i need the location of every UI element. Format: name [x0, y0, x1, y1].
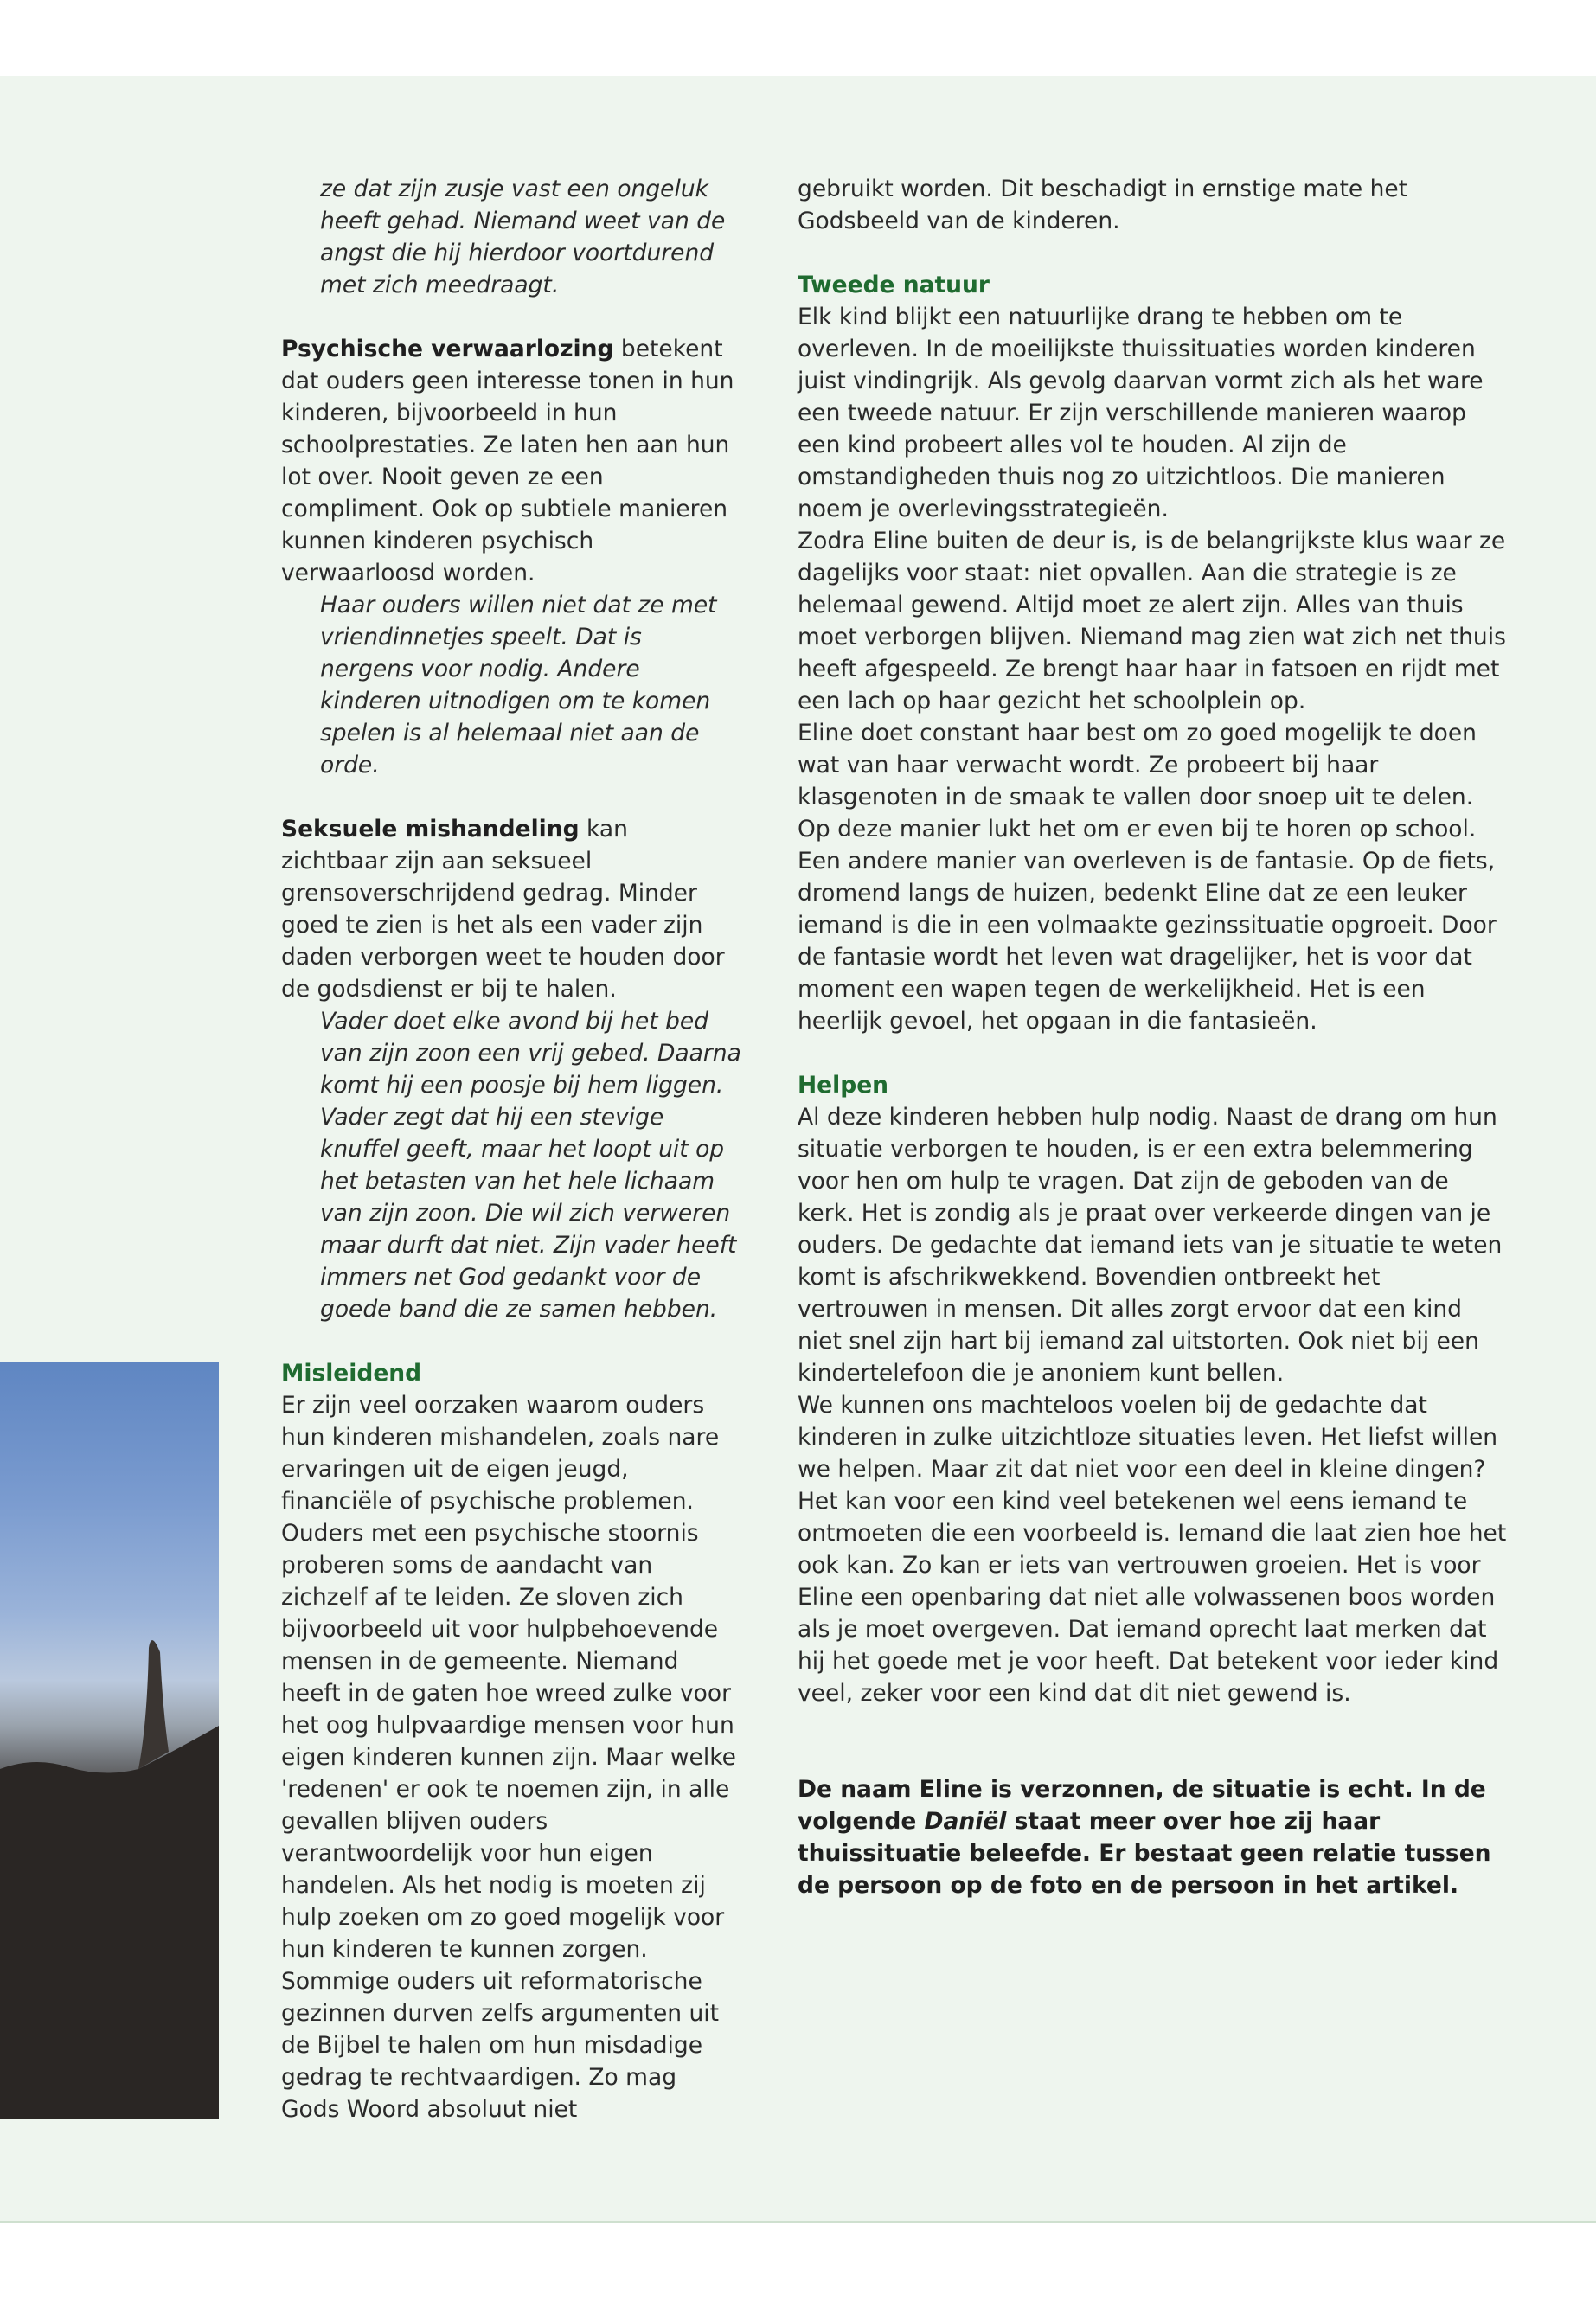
closing-after: staat meer over hoe zij haar thuissituatie beleefde. Er bestaat geen relatie tussen de persoon op de foto en de persoon in het artikel.: [798, 1808, 1491, 1899]
closing-before: De naam Eline is verzonnen, de situatie is echt. In de volgende: [798, 1776, 1486, 1835]
paragraph-tweede-natuur-3: Eline doet constant haar best om zo goed mogelijk te doen wat van haar verwacht wordt. Ze probeert bij haar klasgenoten in de smaak te vallen door snoep uit te delen. Op deze manier lukt het om er even bij te horen op school.: [798, 720, 1477, 843]
lead-seksuele: Seksuele mishandeling: [281, 816, 580, 843]
paragraph-seksuele: [281, 813, 741, 1005]
body-psychische: betekent dat ouders geen interesse tonen in hun kinderen, bijvoorbeeld in hun schoolprestaties. Ze laten hen aan hun lot over. Nooit geven ze een compliment. Ook op subtiele manieren kunnen kinderen psychisch verwaarloosd worden.: [281, 336, 734, 586]
paragraph-misleidend-1: Er zijn veel oorzaken waarom ouders hun kinderen mishandelen, zoals nare ervaringen uit de eigen jeugd, financiële of psychische problemen. Ouders met een psychische stoornis proberen soms de aandacht van zichzelf af te leiden. Ze sloven zich bijvoorbeeld uit voor hulpbehoevende mensen in de gemeente. Niemand heeft in de gaten hoe wreed zulke voor het oog hulpvaardige mensen voor hun eigen kinderen kunnen zijn. Maar welke 'redenen' er ook te noemen zijn, in alle gevallen blijven ouders verantwoordelijk voor hun eigen handelen. Als het nodig is moeten zij hulp zoeken om zo goed mogelijk voor hun kinderen te kunnen zorgen.: [281, 1392, 736, 1963]
paragraph-continued: gebruikt worden. Dit beschadigt in ernstige mate het Godsbeeld van de kinderen.: [798, 176, 1408, 234]
heading-misleidend: Misleidend: [281, 1360, 422, 1387]
quote-continued: ze dat zijn zusje vast een ongeluk heeft gehad. Niemand weet van de angst die hij hierdoor voortdurend met zich meedraagt.: [320, 176, 726, 298]
quote-seksuele: Vader doet elke avond bij het bed van zijn zoon een vrij gebed. Daarna komt hij een poosje bij hem liggen. Vader zegt dat hij een stevige knuffel geeft, maar het loopt uit op het betasten van het hele lichaam van zijn zoon. Die wil zich verweren maar durft dat niet. Zijn vader heeft immers net God gedankt voor de goede band die ze samen hebben.: [320, 1008, 741, 1323]
heading-tweede-natuur: Tweede natuur: [798, 272, 990, 298]
paragraph-tweede-natuur-1: Elk kind blijkt een natuurlijke drang te hebben om te overleven. In de moeilijkste thuissituaties worden kinderen juist vindingrijk. Als gevolg daarvan vormt zich als het ware een tweede natuur. Er zijn verschillende manieren waarop een kind probeert alles vol te houden. Al zijn de omstandigheden thuis nog zo uitzichtloos. Die manieren noem je overlevingsstrategieën.: [798, 304, 1484, 522]
closing-magazine-name: Daniël: [924, 1808, 1007, 1835]
lead-psychische: Psychische verwaarlozing: [281, 336, 614, 362]
quote-psychische: Haar ouders willen niet dat ze met vriendinnetjes speelt. Dat is nergens voor nodig. Andere kinderen uitnodigen om te komen spelen is al helemaal niet aan de orde.: [320, 592, 717, 779]
body-seksuele: kan zichtbaar zijn aan seksueel grensoverschrijdend gedrag. Minder goed te zien is het als een vader zijn daden verborgen weet te houden door de godsdienst er bij te halen.: [281, 816, 725, 1003]
paragraph-helpen-2: We kunnen ons machteloos voelen bij de gedachte dat kinderen in zulke uitzichtloze situaties leven. Het liefst willen we helpen. Maar zit dat niet voor een deel in kleine dingen? Het kan voor een kind veel betekenen wel eens iemand te ontmoeten die een voorbeeld is. Iemand die laat zien hoe het ook kan. Zo kan er iets van vertrouwen groeien. Het is voor Eline een openbaring dat niet alle volwassenen boos worden als je moet overgeven. Dat iemand oprecht laat merken dat hij het goede met je voor heeft. Dat betekent voor ieder kind veel, zeker voor een kind dat dit niet gewend is.: [798, 1392, 1507, 1707]
paragraph-helpen-1: Al deze kinderen hebben hulp nodig. Naast de drang om hun situatie verborgen te houden, is er een extra belemmering voor hen om hulp te vragen. Dat zijn de geboden van de kerk. Het is zondig als je praat over verkeerde dingen van je ouders. De gedachte dat iemand iets van je situatie te weten komt is afschrikwekkend. Bovendien ontbreekt het vertrouwen in mensen. Dit alles zorgt ervoor dat een kind niet snel zijn hart bij iemand zal uitstorten. Ook niet bij een kindertelefoon die je anoniem kunt bellen.: [798, 1104, 1503, 1387]
article-photo: [0, 1362, 219, 2119]
right-column: [798, 173, 1507, 1901]
bottom-divider: [0, 2221, 1596, 2223]
heading-helpen: Helpen: [798, 1072, 889, 1099]
closing-note: [798, 1773, 1507, 1901]
paragraph-tweede-natuur-2: Zodra Eline buiten de deur is, is de belangrijkste klus waar ze dagelijks voor staat: niet opvallen. Aan die strategie is ze helemaal gewend. Altijd moet ze alert zijn. Alles van thuis moet verborgen blijven. Niemand mag zien wat zich net thuis heeft afgespeeld. Ze brengt haar haar in fatsoen en rijdt met een lach op haar gezicht het schoolplein op.: [798, 528, 1506, 715]
paragraph-psychische: [281, 333, 741, 589]
paragraph-misleidend-2: Sommige ouders uit reformatorische gezinnen durven zelfs argumenten uit de Bijbel te halen om hun misdadige gedrag te rechtvaardigen. Zo mag Gods Woord absoluut niet: [281, 1968, 720, 2123]
photo-silhouette: [0, 1362, 219, 2119]
left-column: [281, 173, 741, 2125]
paragraph-tweede-natuur-4: Een andere manier van overleven is de fantasie. Op de fiets, dromend langs de huizen, bedenkt Eline dat ze een leuker iemand is die in een volmaakte gezinssituatie opgroeit. Door de fantasie wordt het leven wat dragelijker, het is voor dat moment een wapen tegen de werkelijkheid. Het is een heerlijk gevoel, het opgaan in die fantasieën.: [798, 848, 1497, 1035]
